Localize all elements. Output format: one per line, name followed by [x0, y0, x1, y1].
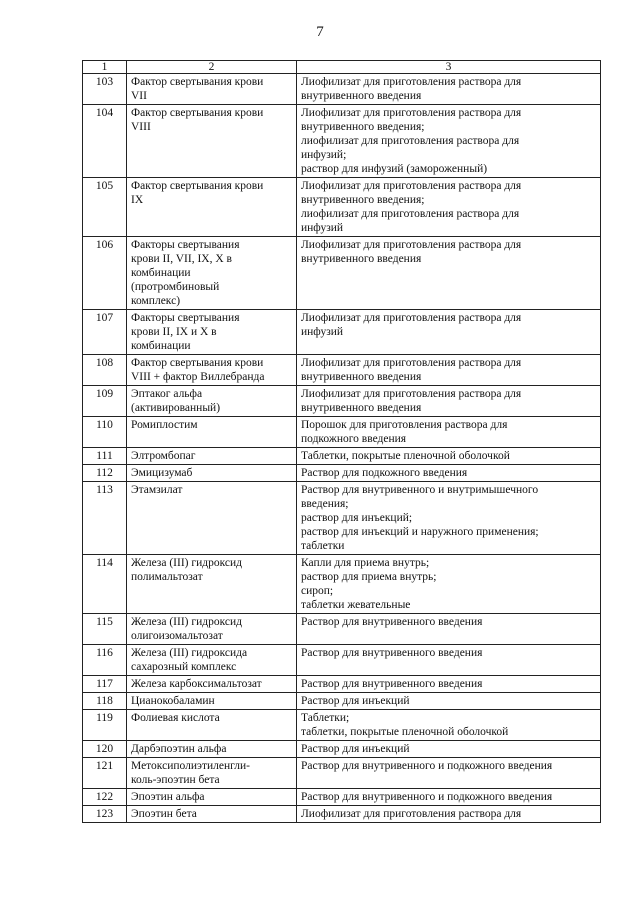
table-row	[83, 105, 601, 178]
medicine-name-cell	[127, 355, 297, 386]
row-number: 119	[83, 710, 127, 741]
medicine-name-line: Железа (III) гидроксид	[131, 557, 242, 569]
table-row	[83, 355, 601, 386]
table-row	[83, 614, 601, 645]
dosage-forms-cell	[297, 74, 601, 105]
dosage-form-line: таблетки, покрытые пленочной оболочкой	[301, 726, 509, 738]
dosage-form-line: Порошок для приготовления раствора для	[301, 419, 508, 431]
medicine-name-line: Фактор свертывания крови	[131, 357, 264, 369]
dosage-form-line: Раствор для подкожного введения	[301, 467, 468, 479]
dosage-form-line: внутривенного введения;	[301, 121, 425, 133]
dosage-form-line: внутривенного введения	[301, 90, 422, 102]
dosage-form-line: раствор для инъекций и наружного применения;	[301, 526, 539, 538]
row-number: 116	[83, 645, 127, 676]
medicine-name-cell	[127, 386, 297, 417]
dosage-form-line: Капли для приема внутрь;	[301, 557, 430, 569]
dosage-form-line: Раствор для внутривенного и внутримышечного	[301, 484, 539, 496]
medicine-name-line: Ромиплостим	[131, 419, 198, 431]
table-row	[83, 645, 601, 676]
table-row	[83, 710, 601, 741]
dosage-forms-cell	[297, 741, 601, 758]
table-row	[83, 386, 601, 417]
row-number: 105	[83, 178, 127, 237]
dosage-form-line: Таблетки, покрытые пленочной оболочкой	[301, 450, 510, 462]
dosage-form-line: Раствор для инъекций	[301, 743, 410, 755]
dosage-form-line: раствор для инфузий (замороженный)	[301, 163, 488, 175]
column-header-name: 2	[127, 61, 297, 74]
medicine-name-line: Железа карбоксимальтозат	[131, 678, 262, 690]
dosage-form-line: раствор для инъекций;	[301, 512, 413, 524]
row-number: 108	[83, 355, 127, 386]
medicine-name-line: Фактор свертывания крови	[131, 76, 264, 88]
dosage-forms-cell	[297, 806, 601, 823]
dosage-form-line: инфузий	[301, 222, 344, 234]
medicine-name-line: Цианокобаламин	[131, 695, 215, 707]
row-number: 115	[83, 614, 127, 645]
table-row	[83, 555, 601, 614]
medicines-table	[82, 60, 601, 823]
medicine-name-cell	[127, 645, 297, 676]
dosage-form-line: Лиофилизат для приготовления раствора для	[301, 357, 522, 369]
medicine-name-cell	[127, 555, 297, 614]
dosage-forms-cell	[297, 237, 601, 310]
medicine-name-line: Железа (III) гидроксид	[131, 616, 242, 628]
row-number: 123	[83, 806, 127, 823]
medicine-name-cell	[127, 178, 297, 237]
medicine-name-cell	[127, 693, 297, 710]
dosage-forms-cell	[297, 758, 601, 789]
dosage-form-line: Лиофилизат для приготовления раствора для	[301, 312, 522, 324]
header-row	[83, 61, 601, 74]
medicine-name-line: крови II, VII, IX, X в	[131, 253, 232, 265]
row-number: 110	[83, 417, 127, 448]
medicine-name-cell	[127, 758, 297, 789]
dosage-form-line: Лиофилизат для приготовления раствора для	[301, 76, 522, 88]
dosage-form-line: Лиофилизат для приготовления раствора для	[301, 180, 522, 192]
medicine-name-line: VII	[131, 90, 147, 102]
row-number: 111	[83, 448, 127, 465]
row-number: 107	[83, 310, 127, 355]
medicine-name-line: Дарбэпоэтин альфа	[131, 743, 227, 755]
medicine-name-line: полимальтозат	[131, 571, 203, 583]
dosage-form-line: Раствор для инъекций	[301, 695, 410, 707]
medicine-name-line: Железа (III) гидроксида	[131, 647, 248, 659]
medicine-name-cell	[127, 448, 297, 465]
table-row	[83, 178, 601, 237]
dosage-forms-cell	[297, 178, 601, 237]
dosage-forms-cell	[297, 693, 601, 710]
medicine-name-line: Факторы свертывания	[131, 239, 240, 251]
medicine-name-line: комбинации	[131, 340, 191, 352]
medicine-name-cell	[127, 482, 297, 555]
medicine-name-line: олигоизомальтозат	[131, 630, 223, 642]
table-row	[83, 741, 601, 758]
medicine-name-line: комбинации	[131, 267, 191, 279]
dosage-forms-cell	[297, 465, 601, 482]
dosage-forms-cell	[297, 676, 601, 693]
dosage-form-line: Лиофилизат для приготовления раствора для	[301, 107, 522, 119]
dosage-form-line: сироп;	[301, 585, 334, 597]
row-number: 112	[83, 465, 127, 482]
medicine-name-cell	[127, 465, 297, 482]
medicine-name-line: (протромбиновый	[131, 281, 220, 293]
medicine-name-line: IX	[131, 194, 144, 206]
row-number: 109	[83, 386, 127, 417]
medicine-name-cell	[127, 417, 297, 448]
dosage-form-line: Раствор для внутривенного введения	[301, 678, 483, 690]
page-number: 7	[316, 24, 324, 40]
dosage-forms-cell	[297, 614, 601, 645]
medicine-name-cell	[127, 806, 297, 823]
medicine-name-line: Фолиевая кислота	[131, 712, 220, 724]
table-row	[83, 74, 601, 105]
medicine-name-line: (активированный)	[131, 402, 221, 414]
dosage-form-line: таблетки жевательные	[301, 599, 411, 611]
row-number: 103	[83, 74, 127, 105]
table-row	[83, 237, 601, 310]
row-number: 122	[83, 789, 127, 806]
dosage-forms-cell	[297, 310, 601, 355]
dosage-form-line: инфузий;	[301, 149, 347, 161]
dosage-form-line: Лиофилизат для приготовления раствора для	[301, 239, 522, 251]
dosage-forms-cell	[297, 386, 601, 417]
dosage-form-line: Раствор для внутривенного введения	[301, 647, 483, 659]
medicine-name-line: Метоксиполиэтиленгли-	[131, 760, 250, 772]
dosage-forms-cell	[297, 105, 601, 178]
row-number: 117	[83, 676, 127, 693]
medicine-name-line: Факторы свертывания	[131, 312, 240, 324]
dosage-forms-cell	[297, 555, 601, 614]
dosage-form-line: подкожного введения	[301, 433, 407, 445]
row-number: 120	[83, 741, 127, 758]
table-row	[83, 806, 601, 823]
medicine-name-cell	[127, 105, 297, 178]
medicine-name-cell	[127, 310, 297, 355]
medicine-name-line: сахарозный комплекс	[131, 661, 237, 673]
medicine-name-line: Элтромбопаг	[131, 450, 196, 462]
table-row	[83, 758, 601, 789]
dosage-forms-cell	[297, 710, 601, 741]
table-row	[83, 482, 601, 555]
row-number: 106	[83, 237, 127, 310]
row-number: 114	[83, 555, 127, 614]
column-header-number: 1	[83, 61, 127, 74]
medicine-name-line: Фактор свертывания крови	[131, 180, 264, 192]
dosage-form-line: лиофилизат для приготовления раствора для	[301, 208, 520, 220]
table-row	[83, 448, 601, 465]
medicine-name-line: крови II, IX и X в	[131, 326, 217, 338]
dosage-forms-cell	[297, 417, 601, 448]
dosage-forms-cell	[297, 448, 601, 465]
dosage-form-line: введения;	[301, 498, 349, 510]
table-row	[83, 417, 601, 448]
dosage-form-line: Лиофилизат для приготовления раствора для	[301, 808, 522, 820]
table-row	[83, 676, 601, 693]
row-number: 118	[83, 693, 127, 710]
row-number: 104	[83, 105, 127, 178]
table-row	[83, 693, 601, 710]
dosage-form-line: Раствор для внутривенного и подкожного введения	[301, 791, 553, 803]
dosage-form-line: Таблетки;	[301, 712, 350, 724]
table-row	[83, 465, 601, 482]
row-number: 113	[83, 482, 127, 555]
medicine-name-cell	[127, 710, 297, 741]
medicine-name-line: Эптаког альфа	[131, 388, 203, 400]
medicine-name-line: Эпоэтин бета	[131, 808, 197, 820]
medicine-name-line: Эмицизумаб	[131, 467, 193, 479]
table-row	[83, 789, 601, 806]
medicine-name-cell	[127, 789, 297, 806]
medicine-name-cell	[127, 237, 297, 310]
dosage-form-line: таблетки	[301, 540, 345, 552]
medicine-name-line: VIII + фактор Виллебранда	[131, 371, 265, 383]
dosage-form-line: лиофилизат для приготовления раствора для	[301, 135, 520, 147]
dosage-form-line: внутривенного введения	[301, 402, 422, 414]
dosage-forms-cell	[297, 789, 601, 806]
table-row	[83, 310, 601, 355]
dosage-form-line: инфузий	[301, 326, 344, 338]
dosage-form-line: раствор для приема внутрь;	[301, 571, 437, 583]
medicine-name-line: Фактор свертывания крови	[131, 107, 264, 119]
dosage-forms-cell	[297, 645, 601, 676]
medicine-name-cell	[127, 676, 297, 693]
medicine-name-cell	[127, 74, 297, 105]
medicine-name-line: VIII	[131, 121, 151, 133]
row-number: 121	[83, 758, 127, 789]
medicine-name-line: Эпоэтин альфа	[131, 791, 205, 803]
dosage-form-line: Раствор для внутривенного и подкожного введения	[301, 760, 553, 772]
medicine-name-line: Этамзилат	[131, 484, 183, 496]
dosage-form-line: Раствор для внутривенного введения	[301, 616, 483, 628]
column-header-dosage-forms: 3	[297, 61, 601, 74]
medicine-name-cell	[127, 741, 297, 758]
dosage-forms-cell	[297, 355, 601, 386]
dosage-form-line: внутривенного введения	[301, 253, 422, 265]
dosage-forms-cell	[297, 482, 601, 555]
medicine-name-cell	[127, 614, 297, 645]
dosage-form-line: Лиофилизат для приготовления раствора для	[301, 388, 522, 400]
dosage-form-line: внутривенного введения	[301, 371, 422, 383]
medicine-name-line: комплекс)	[131, 295, 181, 307]
medicine-name-line: коль-эпоэтин бета	[131, 774, 220, 786]
dosage-form-line: внутривенного введения;	[301, 194, 425, 206]
